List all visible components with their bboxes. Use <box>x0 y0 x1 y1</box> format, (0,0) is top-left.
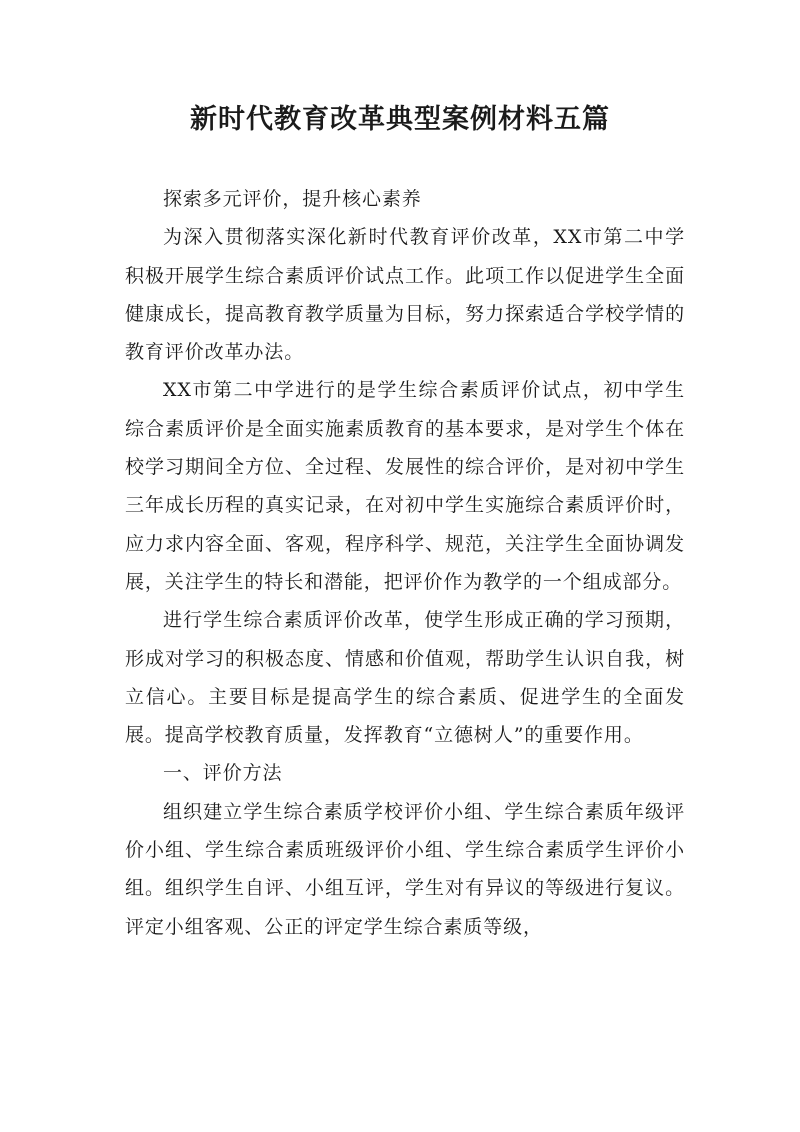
paragraph: 为深入贯彻落实深化新时代教育评价改革，XX市第二中学积极开展学生综合素质评价试点工作。此项工作以促进学生全面健康成长，提高教育教学质量为目标，努力探索适合学校学情的教育评价改革办法。 <box>125 226 685 364</box>
paragraph: 进行学生综合素质评价改革，使学生形成正确的学习预期，形成对学习的积极态度、情感和价值观，帮助学生认识自我，树立信心。主要目标是提高学生的综合素质、促进学生的全面发展。提高学校教育质量，发挥教育“立德树人”的重要作用。 <box>125 609 685 747</box>
document-title: 新时代教育改革典型案例材料五篇 <box>190 104 610 135</box>
section-heading: 一、评价方法 <box>163 762 283 785</box>
paragraph: 组织建立学生综合素质学校评价小组、学生综合素质年级评价小组、学生综合素质班级评价小组、学生综合素质学生评价小组。组织学生自评、小组互评，学生对有异议的等级进行复议。评定小组客观、公正的评定学生综合素质等级， <box>125 800 685 938</box>
section-subtitle: 探索多元评价，提升核心素养 <box>163 188 422 210</box>
document-body <box>125 180 685 946</box>
paragraph: XX市第二中学进行的是学生综合素质评价试点，初中学生综合素质评价是全面实施素质教育的基本要求，是对学生个体在校学习期间全方位、全过程、发展性的综合评价，是对初中学生三年成长历程的真实记录，在对初中学生实施综合素质评价时，应力求内容全面、客观，程序科学、规范，关注学生全面协调发展，关注学生的特长和潜能，把评价作为教学的一个组成部分。 <box>125 379 685 593</box>
